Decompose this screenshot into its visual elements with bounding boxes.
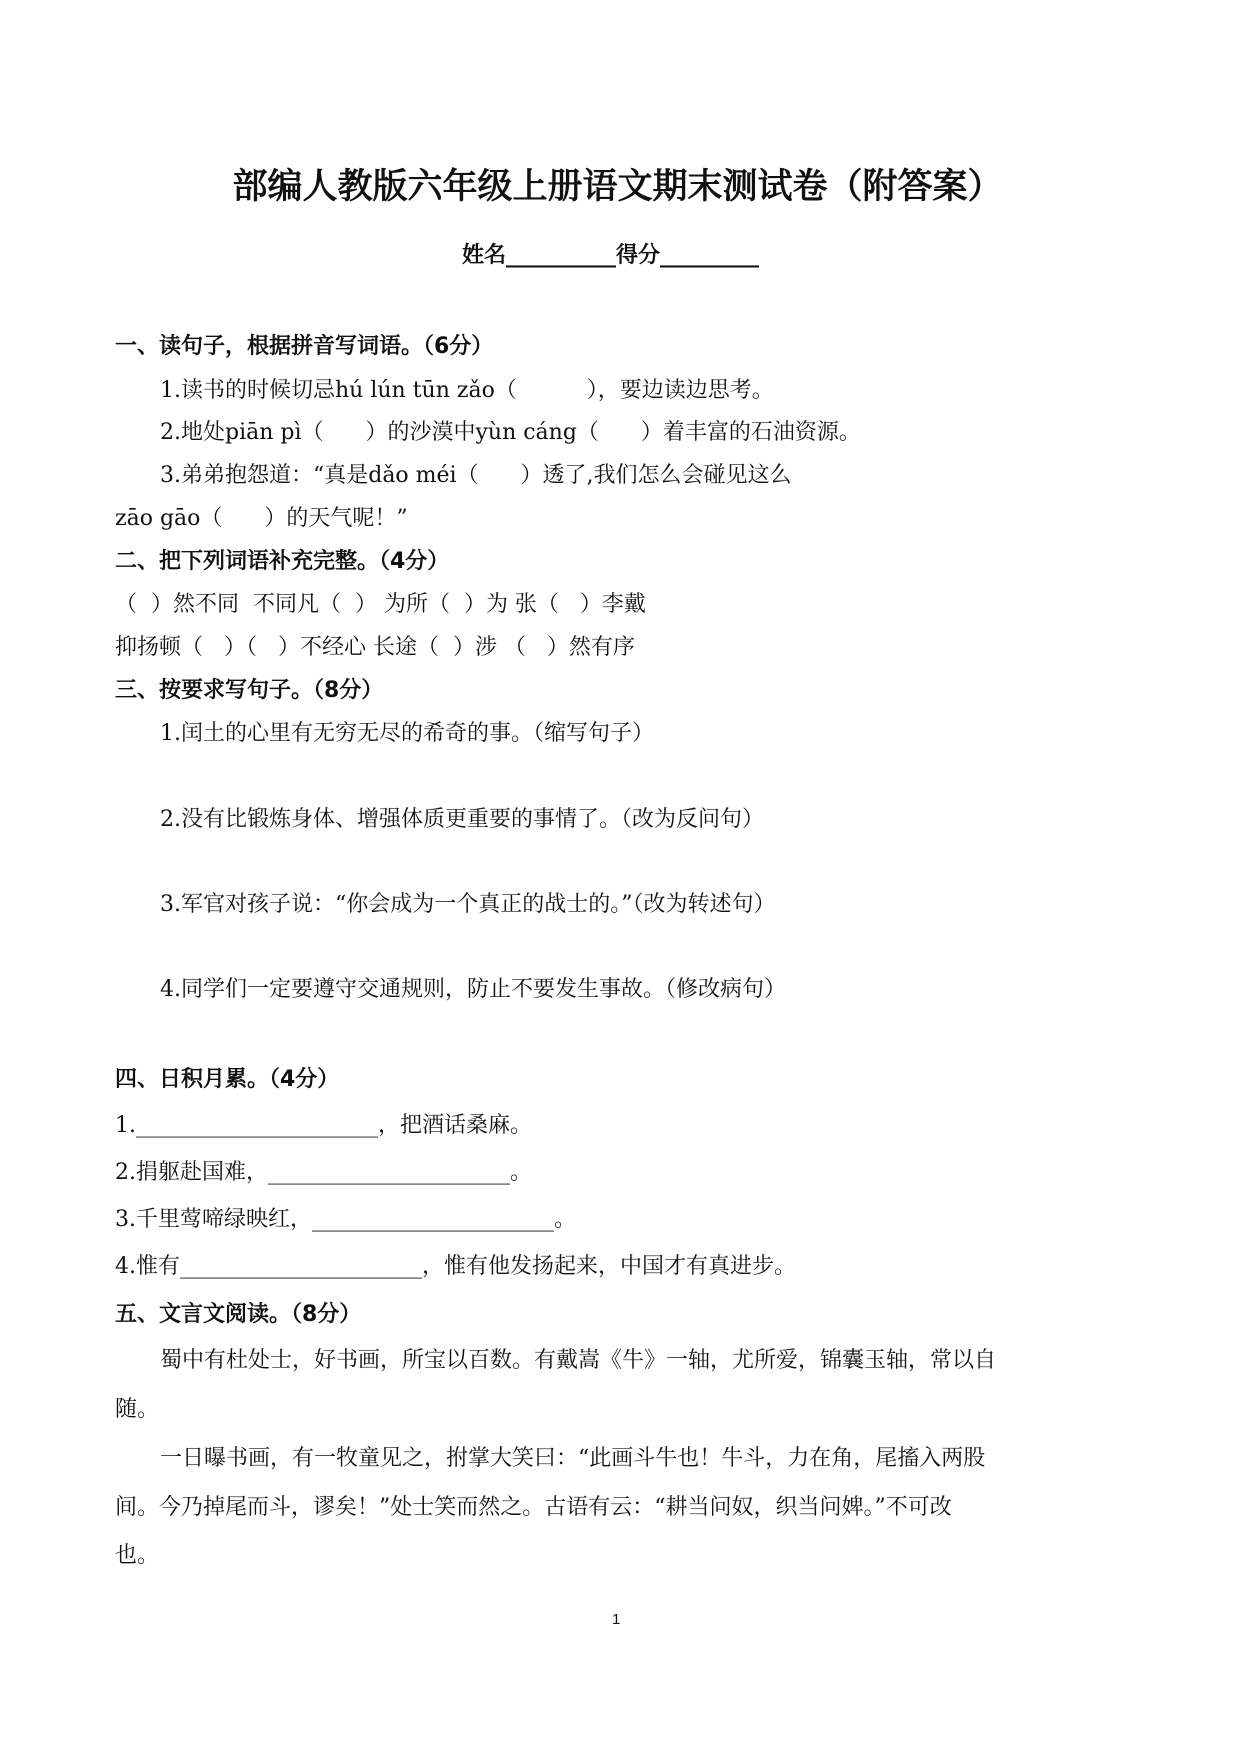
section-2-heading: 二、把下列词语补充完整。（4分） (115, 549, 450, 574)
page-number: 1 (612, 1611, 621, 1628)
section-4-heading: 四、日积月累。（4分） (115, 1067, 340, 1092)
question-3-4: 4.同学们一定要遵守交通规则，防止不要发生事故。（修改病句） (160, 977, 786, 1002)
section-5-heading: 五、文言文阅读。（8分） (115, 1302, 362, 1327)
question-4-3: 3.千里莺啼绿映红，______________________。 (115, 1207, 576, 1232)
section-1-heading: 一、读句子，根据拼音写词语。（6分） (115, 334, 494, 359)
question-1-3: 3.弟弟抱怨道：“真是dǎo méi（ ）透了,我们怎么会碰见这么 (160, 463, 792, 488)
passage-line-3: 一日曝书画，有一牧童见之，拊掌大笑曰：“此画斗牛也！牛斗，力在角，尾搐入两股 (160, 1446, 986, 1471)
section-3-heading: 三、按要求写句子。（8分） (115, 678, 384, 703)
idiom-row-2: 抑扬顿（ ）（ ）不经心 长途（ ）涉 （ ）然有序 (115, 635, 635, 660)
page-title: 部编人教版六年级上册语文期末测试卷（附答案） (232, 167, 1003, 207)
passage-line-4: 间。今乃掉尾而斗，谬矣！”处士笑而然之。古语有云：“耕当问奴，织当问婢。”不可改 (115, 1495, 952, 1520)
passage-line-1: 蜀中有杜处士，好书画，所宝以百数。有戴嵩《牛》一轴，尤所爱，锦囊玉轴，常以自 (160, 1348, 997, 1373)
question-3-3: 3.军官对孩子说：“你会成为一个真正的战士的。”（改为转述句） (160, 892, 776, 917)
question-3-2: 2.没有比锻炼身体、增强体质更重要的事情了。（改为反问句） (160, 807, 764, 832)
question-3-1: 1.闰土的心里有无穷无尽的希奇的事。（缩写句子） (160, 721, 654, 746)
passage-line-5: 也。 (115, 1543, 160, 1568)
question-4-4: 4.惟有______________________，惟有他发扬起来，中国才有真进步。 (115, 1254, 796, 1279)
passage-line-2: 随。 (115, 1397, 160, 1422)
question-4-1: 1.______________________，把酒话桑麻。 (115, 1113, 532, 1138)
name-score-line: 姓名__________得分_________ (462, 243, 760, 268)
question-1-2: 2.地处piān pì（ ）的沙漠中yùn cáng（ ）着丰富的石油资源。 (160, 420, 861, 445)
question-1-1: 1.读书的时候切忌hú lún tūn zǎo（ ），要边读边思考。 (160, 378, 774, 403)
question-1-3-cont: zāo gāo（ ）的天气呢！” (115, 506, 408, 531)
question-4-2: 2.捐躯赴国难，______________________。 (115, 1160, 532, 1185)
idiom-row-1: （ ）然不同 不同凡（ ） 为所（ ）为 张（ ）李戴 (115, 592, 646, 617)
